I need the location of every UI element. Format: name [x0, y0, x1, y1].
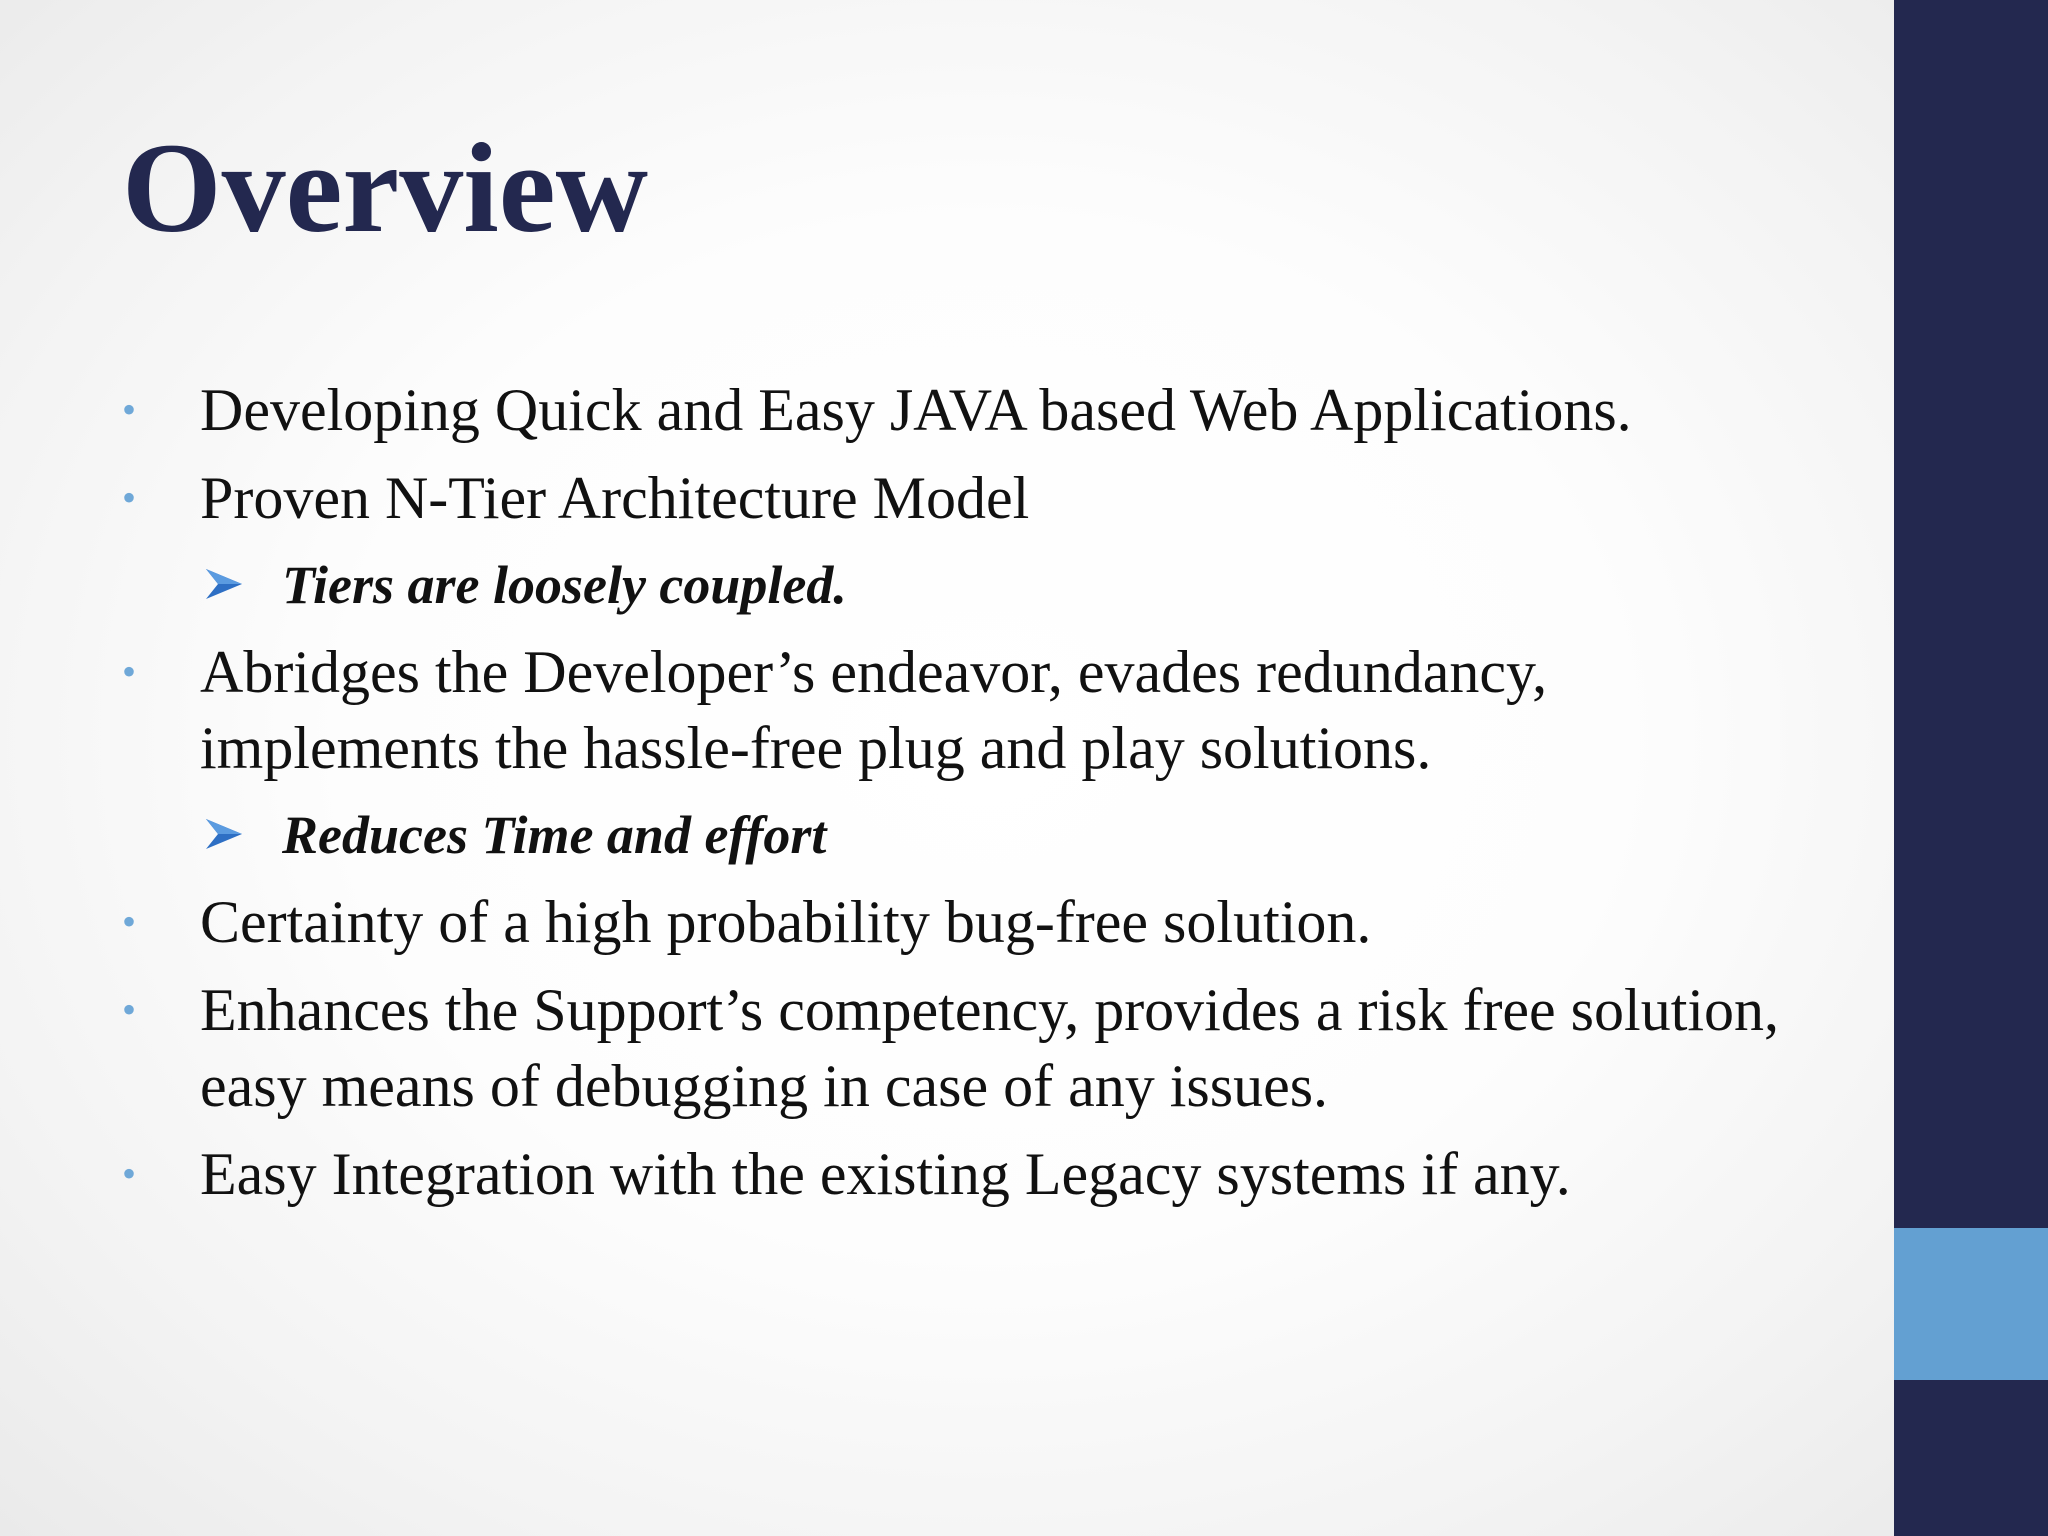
bullet-item — [122, 1136, 1842, 1212]
bullet-text: Easy Integration with the existing Legacy systems if any. — [200, 1141, 1571, 1207]
bullet-dot-icon: • — [122, 1151, 137, 1196]
bullet-dot-icon: • — [122, 475, 137, 520]
bullet-text: Abridges the Developer’s endeavor, evades redundancy, implements the hassle-free plug and play solutions. — [200, 639, 1548, 781]
bullet-dot-icon: • — [122, 387, 137, 432]
bullet-dot-icon: • — [122, 649, 137, 694]
arrow-bullet-icon — [204, 567, 244, 601]
sub-bullet-text: Reduces Time and effort — [282, 805, 827, 865]
sub-bullet-text: Tiers are loosely coupled. — [282, 555, 847, 615]
bullet-text: Enhances the Support’s competency, provides a risk free solution, easy means of debugging in case of any issues. — [200, 977, 1780, 1119]
sub-bullet-item — [122, 798, 1842, 872]
bullet-item — [122, 884, 1842, 960]
bullet-text: Certainty of a high probability bug-free solution. — [200, 889, 1372, 955]
bullet-item — [122, 634, 1842, 786]
side-accent-decoration — [1894, 1228, 2048, 1380]
bullet-dot-icon: • — [122, 987, 137, 1032]
bullet-text: Proven N-Tier Architecture Model — [200, 465, 1030, 531]
slide-title: Overview — [122, 117, 648, 259]
arrow-bullet-icon — [204, 817, 244, 851]
bullet-text: Developing Quick and Easy JAVA based Web Applications. — [200, 377, 1632, 443]
bullet-list — [122, 372, 1842, 1224]
bullet-item — [122, 372, 1842, 448]
bullet-item — [122, 460, 1842, 536]
sub-bullet-item — [122, 548, 1842, 622]
bullet-item — [122, 972, 1842, 1124]
bullet-dot-icon: • — [122, 899, 137, 944]
